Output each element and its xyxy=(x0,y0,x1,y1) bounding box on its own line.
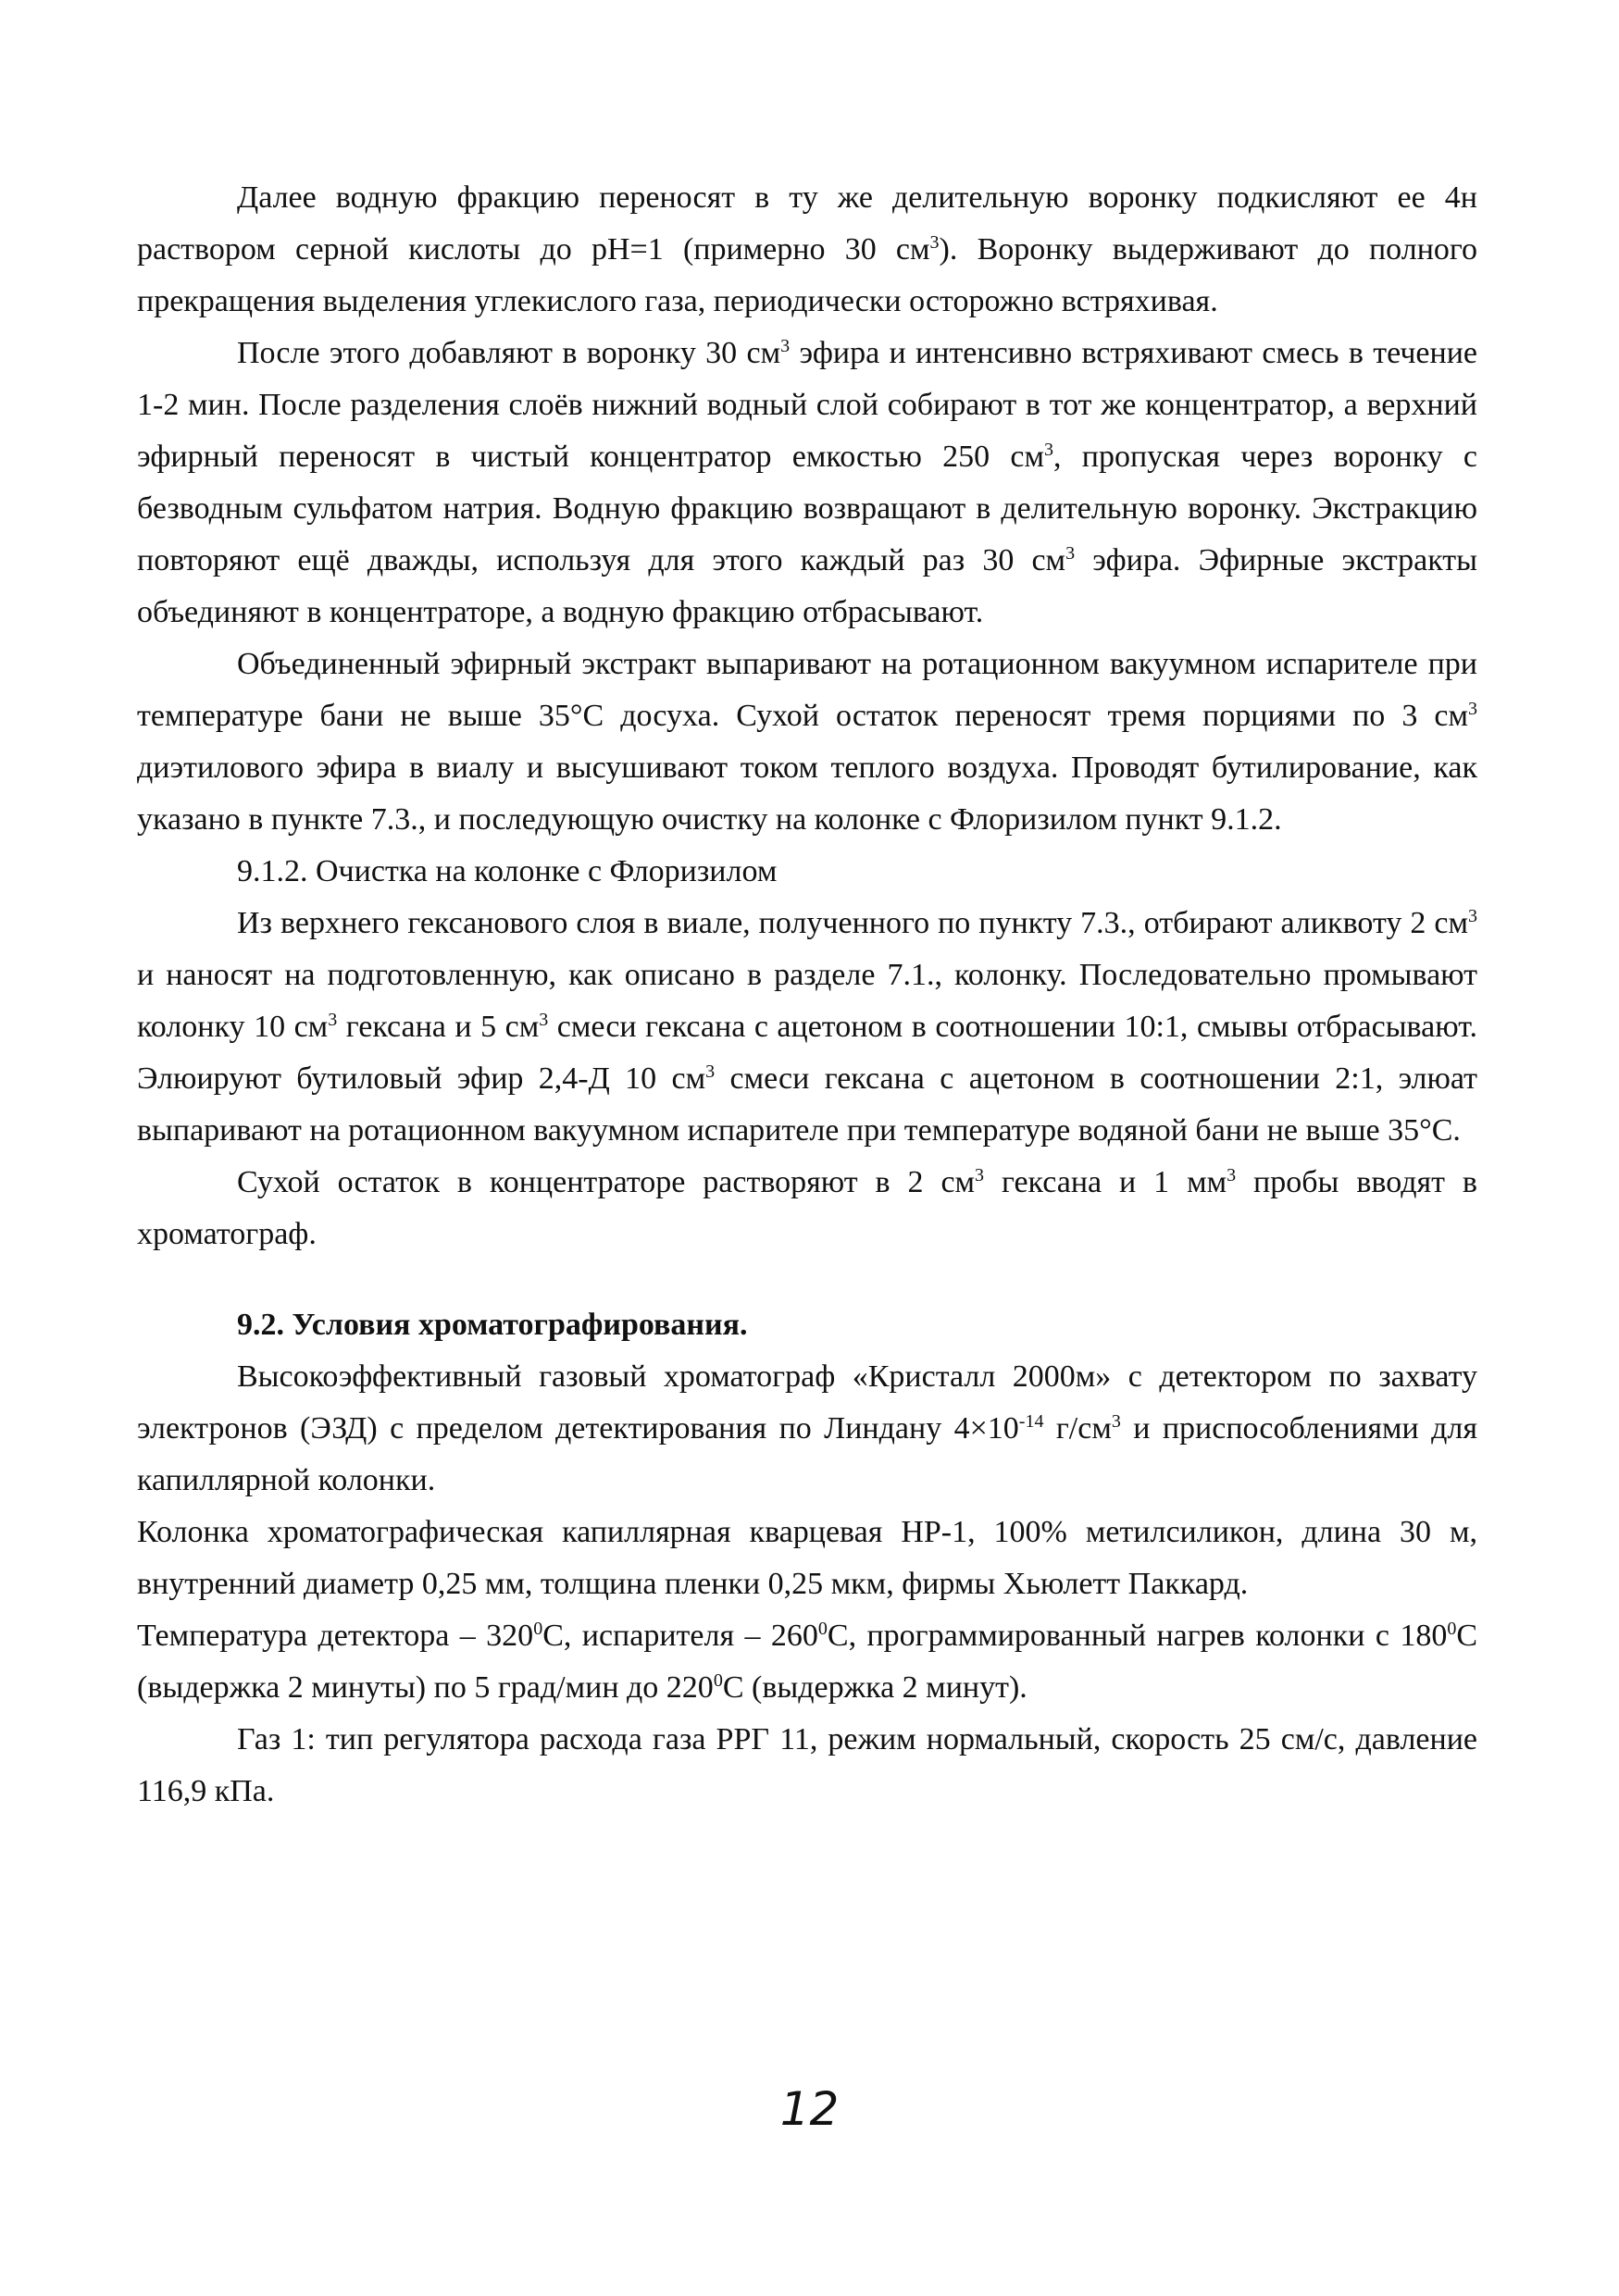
text-run: С (выдержка 2 минут). xyxy=(722,1670,1027,1705)
text-run: пробы вводят в хроматограф. xyxy=(137,1165,1477,1251)
text-run: Сухой остаток в концентраторе растворяют в 2 см xyxy=(237,1165,976,1199)
superscript: 3 xyxy=(780,336,791,356)
page-number: 12 xyxy=(779,2082,840,2136)
paragraph-gas: Газ 1: тип регулятора расхода газа РРГ 11, режим нормальный, скорость 25 см/с, давление 116,9 кПа. xyxy=(137,1722,1477,1808)
paragraph-temperature xyxy=(137,1610,1477,1714)
superscript: 3 xyxy=(1468,906,1477,926)
text-run: Из верхнего гексанового слоя в виале, полученного по пункту 7.3., отбирают аликвоту 2 см xyxy=(237,906,1468,940)
document-page xyxy=(137,172,1477,1818)
superscript: 3 xyxy=(975,1165,985,1185)
text-run: , пропуская через воронку с безводным сульфатом натрия. Водную фракцию возвращают в делительную воронку. Экстракцию повторяют ещё дважды, используя для этого каждый раз 30 см xyxy=(137,440,1477,577)
superscript: -14 xyxy=(1018,1411,1044,1432)
text-run: С (выдержка 2 минуты) по 5 град/мин до 220 xyxy=(137,1619,1478,1705)
text-run: Температура детектора – 320 xyxy=(137,1619,534,1653)
superscript: 0 xyxy=(1447,1619,1457,1639)
section-heading: 9.2. Условия хроматографирования. xyxy=(237,1308,748,1342)
superscript: 3 xyxy=(1065,543,1076,564)
paragraph-extraction xyxy=(137,328,1477,639)
text-run: г/см xyxy=(1043,1411,1112,1446)
superscript: 3 xyxy=(929,232,940,253)
text-run: эфира и интенсивно встряхивают смесь в течение 1-2 мин. После разделения слоёв нижний водный слой собирают в тот же концентратор, а верхний эфирный переносят в чистый концентратор емкостью 250 см xyxy=(137,336,1477,474)
text-run: С, испарителя – 260 xyxy=(542,1619,818,1653)
text-run: Высокоэффективный газовый хроматограф «Кристалл 2000м» с детектором по захвату электронов (ЭЗД) с пределом детектирования по Линдану 4×10 xyxy=(137,1359,1477,1446)
text-run: гексана и 1 мм xyxy=(984,1165,1227,1199)
text-run: смеси гексана с ацетоном в соотношении 10:1, смывы отбрасывают. Элюируют бутиловый эфир 2,4-Д 10 см xyxy=(137,1010,1478,1096)
section-spacer xyxy=(137,1260,1477,1299)
text-run: С, программированный нагрев колонки с 180 xyxy=(827,1619,1448,1653)
text-run: и приспособлениями для капиллярной колонки. xyxy=(137,1411,1478,1497)
paragraph-chromatograph xyxy=(137,1351,1477,1507)
subsection-heading: 9.1.2. Очистка на колонке с Флоризилом xyxy=(237,854,778,888)
paragraph-acidification xyxy=(137,172,1477,328)
superscript: 0 xyxy=(817,1619,828,1639)
superscript: 3 xyxy=(1227,1165,1237,1185)
superscript: 3 xyxy=(705,1061,716,1082)
text-run: ). Воронку выдерживают до полного прекращения выделения углекислого газа, периодически осторожно встряхивая. xyxy=(137,232,1477,318)
superscript: 3 xyxy=(328,1010,338,1030)
text-run: После этого добавляют в воронку 30 см xyxy=(237,336,781,370)
text-run: и наносят на подготовленную, как описано в разделе 7.1., колонку. Последовательно промывают колонку 10 см xyxy=(137,958,1477,1044)
text-run: смеси гексана с ацетоном в соотношении 2:1, элюат выпаривают на ротационном вакуумном испарителе при температуре водяной бани не выше 35°С. xyxy=(137,1061,1477,1148)
superscript: 3 xyxy=(1468,699,1477,719)
text-run: гексана и 5 см xyxy=(337,1010,540,1044)
superscript: 3 xyxy=(1044,440,1053,460)
text-run: Объединенный эфирный экстракт выпаривают на ротационном вакуумном испарителе при температуре бани не выше 35°С досуха. Сухой остаток переносят тремя порциями по 3 см xyxy=(137,647,1477,733)
text-run: Далее водную фракцию переносят в ту же делительную воронку подкисляют ее 4н раствором серной кислоты до pH=1 (примерно 30 см xyxy=(137,180,1477,267)
paragraph-column: Колонка хроматографическая капиллярная кварцевая НР-1, 100% метилсиликон, длина 30 м, внутренний диаметр 0,25 мм, толщина пленки 0,25 мкм, фирмы Хьюлетт Паккард. xyxy=(137,1515,1477,1601)
paragraph-dissolve xyxy=(137,1157,1477,1260)
superscript: 0 xyxy=(713,1670,723,1691)
superscript: 0 xyxy=(533,1619,543,1639)
paragraph-florisil-cleanup xyxy=(137,898,1477,1157)
text-run: диэтилового эфира в виалу и высушивают током теплого воздуха. Проводят бутилирование, как указано в пункте 7.3., и последующую очистку на колонке с Флоризилом пункт 9.1.2. xyxy=(137,751,1477,837)
superscript: 3 xyxy=(539,1010,549,1030)
superscript: 3 xyxy=(1111,1411,1121,1432)
paragraph-evaporation xyxy=(137,639,1477,846)
text-run: эфира. Эфирные экстракты объединяют в концентраторе, а водную фракцию отбрасывают. xyxy=(137,543,1477,629)
